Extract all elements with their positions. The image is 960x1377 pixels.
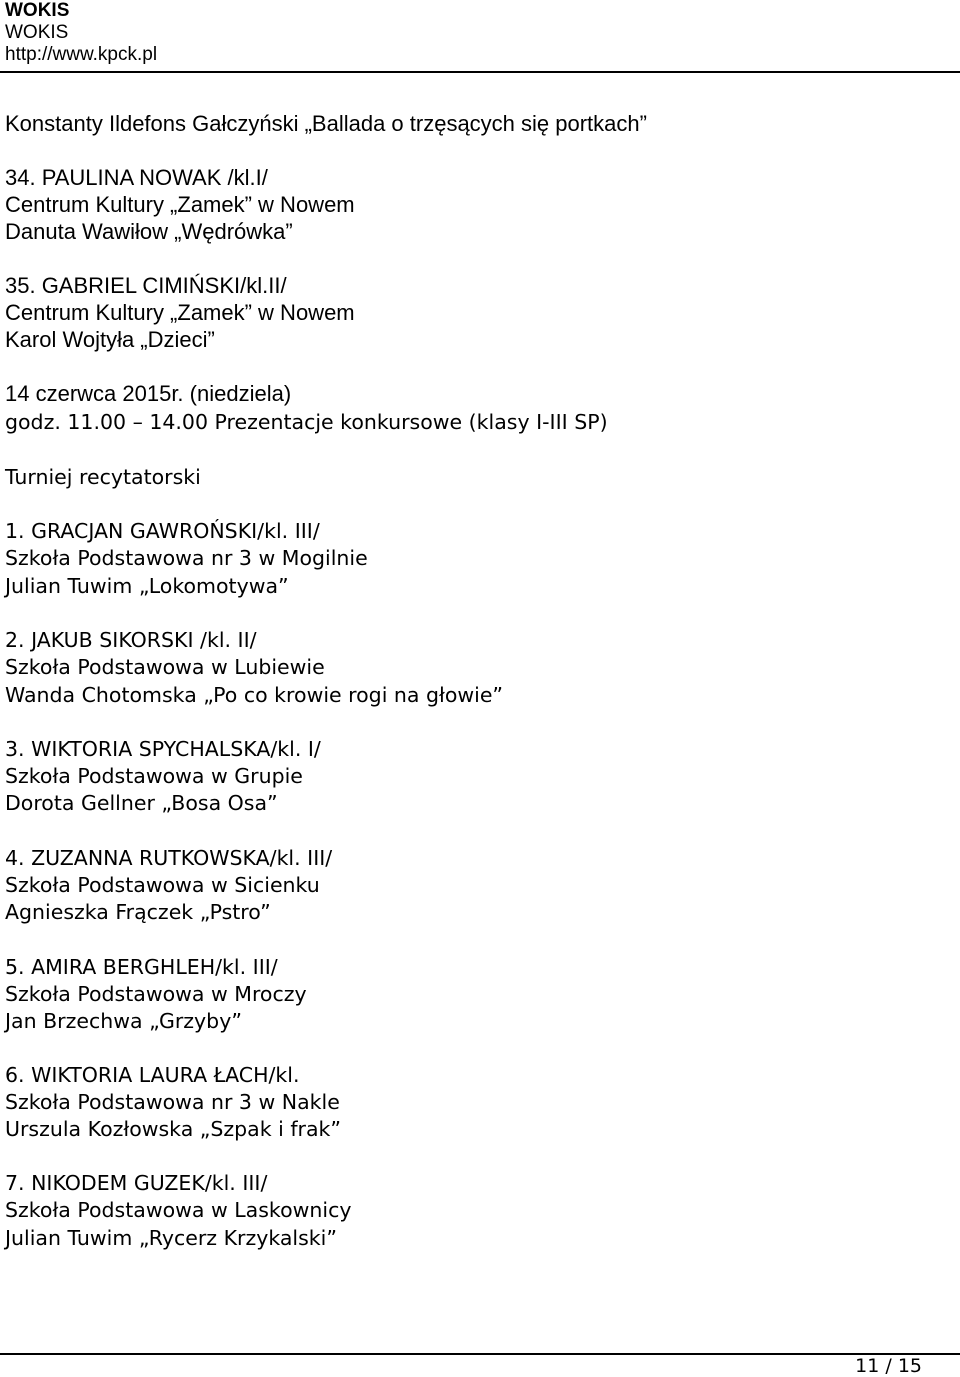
text-line: Turniej recytatorski bbox=[5, 465, 201, 489]
footer-divider bbox=[0, 1353, 960, 1355]
text-line: Dorota Gellner „Bosa Osa” bbox=[5, 791, 278, 815]
text-line: Szkoła Podstawowa w Lubiewie bbox=[5, 655, 325, 679]
text-line: 3. WIKTORIA SPYCHALSKA/kl. I/ bbox=[5, 737, 321, 761]
text-line: 35. GABRIEL CIMIŃSKI/kl.II/ bbox=[5, 273, 287, 298]
text-line: godz. 11.00 – 14.00 Prezentacje konkursowe (klasy I-III SP) bbox=[5, 410, 608, 434]
text-line: Centrum Kultury „Zamek” w Nowem bbox=[5, 300, 355, 325]
text-line: Karol Wojtyła „Dzieci” bbox=[5, 327, 215, 352]
text-line: Danuta Wawiłow „Wędrówka” bbox=[5, 219, 293, 244]
text-line: Szkoła Podstawowa w Sicienku bbox=[5, 873, 320, 897]
text-line: Centrum Kultury „Zamek” w Nowem bbox=[5, 192, 355, 217]
text-line: Wanda Chotomska „Po co krowie rogi na głowie” bbox=[5, 683, 504, 707]
text-line: 2. JAKUB SIKORSKI /kl. II/ bbox=[5, 628, 257, 652]
text-line: Jan Brzechwa „Grzyby” bbox=[5, 1009, 242, 1033]
text-line: Szkoła Podstawowa nr 3 w Nakle bbox=[5, 1090, 340, 1114]
text-line: Agnieszka Frączek „Pstro” bbox=[5, 900, 271, 924]
text-line: 34. PAULINA NOWAK /kl.I/ bbox=[5, 165, 268, 190]
text-line: Szkoła Podstawowa w Laskownicy bbox=[5, 1198, 352, 1222]
header-url: http://www.kpck.pl bbox=[5, 44, 158, 65]
text-line: 1. GRACJAN GAWROŃSKI/kl. III/ bbox=[5, 519, 320, 543]
text-line: 4. ZUZANNA RUTKOWSKA/kl. III/ bbox=[5, 846, 333, 870]
text-line: Julian Tuwim „Lokomotywa” bbox=[5, 574, 289, 598]
text-line: Julian Tuwim „Rycerz Krzykalski” bbox=[5, 1226, 337, 1250]
text-line: Szkoła Podstawowa w Mroczy bbox=[5, 982, 307, 1006]
header-title: WOKIS bbox=[5, 0, 70, 21]
text-line: 6. WIKTORIA LAURA ŁACH/kl. bbox=[5, 1063, 300, 1087]
text-line: Szkoła Podstawowa nr 3 w Mogilnie bbox=[5, 546, 368, 570]
header-subtitle: WOKIS bbox=[5, 22, 69, 43]
text-line: 5. AMIRA BERGHLEH/kl. III/ bbox=[5, 955, 278, 979]
page-number: 11 / 15 bbox=[855, 1355, 922, 1377]
text-line: 7. NIKODEM GUZEK/kl. III/ bbox=[5, 1171, 268, 1195]
text-line: Urszula Kozłowska „Szpak i frak” bbox=[5, 1117, 342, 1141]
header-divider bbox=[0, 71, 960, 73]
text-line: 14 czerwca 2015r. (niedziela) bbox=[5, 381, 292, 406]
text-line: Konstanty Ildefons Gałczyński „Ballada o trzęsących się portkach” bbox=[5, 111, 647, 136]
text-line: Szkoła Podstawowa w Grupie bbox=[5, 764, 303, 788]
